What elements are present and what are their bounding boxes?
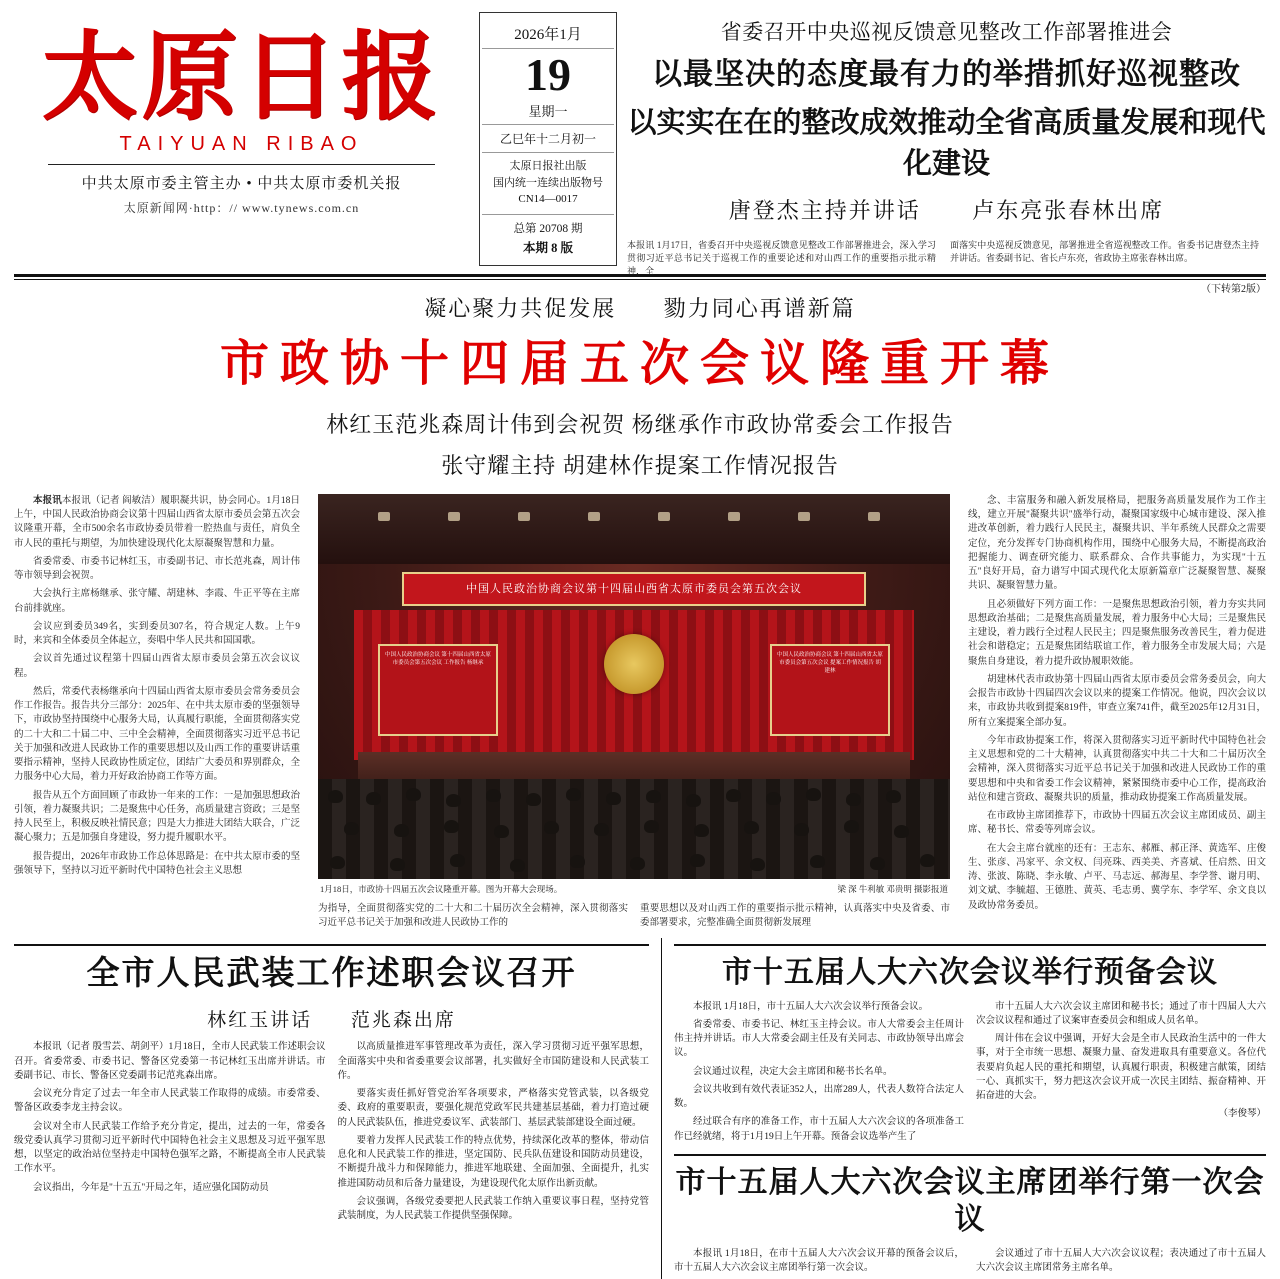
militia-p6: 要落实责任抓好管党治军各项要求，严格落实党管武装，以各级党委、政府的重要职责，要强化规范党政军民共建基层基础，着力打造过硬的人民武装队伍，推进党委议军、武装部门、基层武装部建设全面过硬。 — [337, 1089, 649, 1128]
lead-right-p3: 胡建林代表市政协第十四届山西省太原市委员会常务委员会，向大会报告市政协十四届四次会议以来的提案工作情况。他说，四次会议以来，市政协共收到提案819件，审查立案741件，截至2025年12月31日，所有立案提案全部办复。 — [968, 674, 1266, 728]
lead-right-p2: 且必须做好下列方面工作：一是聚焦思想政治引领，着力夯实共同思想政治基础；二是聚焦高质量发展，着力服务中心大局；三是聚焦民主建设，着力践行全过程人民民主；四是聚焦服务改善民生，着力促进社会和谐稳定；五是聚焦团结联谊工作，着力服务全市发展大局；六是聚焦自身建设，着力提升政协履职效能。 — [968, 599, 1266, 667]
photo-caption: 1月18日，市政协十四届五次会议隆重开幕。图为开幕大会现场。 — [320, 883, 563, 894]
npc-presidium-p2: 会议通过了市十五届人大六次会议议程；表决通过了市十五届人大六次会议主席团常务主席名单。 — [976, 1248, 1266, 1274]
date-cn-number: CN14—0017 — [518, 193, 578, 206]
ceiling-light-icon — [798, 512, 810, 521]
section-divider — [674, 1154, 1266, 1156]
date-publisher: 太原日报社出版 — [509, 160, 587, 173]
npc-prep-col-1 — [674, 1000, 970, 1148]
lead-subhead-2: 张守耀主持 胡建林作提案工作情况报告 — [441, 452, 839, 478]
militia-p8: 会议强调，各级党委要把人民武装工作纳入重要议事日程，坚持党管武装制度，为人民武装工作提供坚强保障。 — [337, 1196, 649, 1222]
lead-story-header — [0, 280, 1280, 480]
lead-right-p1: 念、丰富服务和融入新发展格局，把服务高质量发展作为工作主线，建立开展"凝聚共识"盛举行动，凝聚国家级中心城市建设、深入推进改革创新，着力践行人民民主，凝聚共识、半年系统人民群众之需要定位，充分发挥专门协商机构作用，围绕中心服务大局，不断提高政治把握能力、调查研究能力、联系群众、合作共事能力，为实现"十五五"良好开局，奋力谱写中国式现代化太原新篇章广泛凝聚智慧、凝聚共识、凝聚智慧力量。 — [968, 495, 1266, 592]
npc-prep-p2: 省委常委、市委书记、林红玉主持会议。市人大常委会主任周计伟主持并讲话。市人大常委会副主任及有关同志、市政协领导出席会议。 — [674, 1019, 964, 1059]
npc-prep-p6: 市十五届人大六次会议主席团和秘书长；通过了市十四届人大六次会议议程和通过了议案审查委员会和组成人员名单。 — [976, 1001, 1266, 1026]
top-story-shoulder: 省委召开中央巡视反馈意见整改工作部署推进会 — [720, 20, 1173, 44]
militia-col-1 — [14, 1040, 332, 1227]
lead-left-p4: 会议应到委员349名，实到委员307名，符合规定人数。上午9时，来宾和全体委员全体起立，奏唱中华人民共和国国歌。 — [14, 621, 300, 647]
lead-left-p5: 会议首先通过议程第十四届山西省太原市委员会第五次会议议程。 — [14, 654, 300, 679]
militia-p4: 会议指出，今年是"十五五"开局之年，适应强化国防动员 — [33, 1182, 269, 1193]
militia-headline: 全市人民武装工作述职会议召开 — [86, 956, 577, 993]
date-total-issue: 总第 20708 期 — [513, 222, 583, 235]
lead-story-body — [0, 480, 1280, 930]
top-story-continued-note: （下转第2版） — [1201, 284, 1266, 296]
photo-credit: 梁 深 牛利敏 邓贵明 摄影报道 — [837, 883, 948, 894]
ceiling-light-icon — [588, 512, 600, 521]
militia-subhead-a: 林红玉讲话 — [207, 1010, 313, 1032]
npc-presidium-p1: 本报讯 1月18日，在市十五届人大六次会议开幕的预备会议后，市十五届人大六次会议主席团举行第一次会议。 — [674, 1248, 964, 1274]
ceiling-light-icon — [658, 512, 670, 521]
militia-subhead-b: 范兆森出席 — [350, 1010, 456, 1032]
top-story-headline-2: 以实实在在的整改成效推动全省高质量发展和现代化建设 — [627, 107, 1266, 180]
top-story-subline-b: 卢东亮张春林出席 — [972, 198, 1165, 223]
npc-prep-p4: 会议共收到有效代表证352人，出席289人，代表人数符合法定人数。 — [674, 1084, 964, 1110]
ceiling-light-icon — [518, 512, 530, 521]
newspaper-logo — [14, 6, 469, 216]
npc-prep-headline: 市十五届人大六次会议举行预备会议 — [722, 956, 1218, 990]
masthead — [0, 0, 1280, 296]
story-npc-preparatory — [674, 954, 1266, 1148]
story-npc-presidium — [674, 1164, 1266, 1279]
date-pages: 本期 8 版 — [522, 241, 573, 256]
date-lunar: 乙巳年十二月初一 — [482, 125, 614, 153]
lead-right-p5: 在市政协主席团推荐下，市政协十四届五次会议主席团成员、副主席、秘书长、常委等列席会议。 — [968, 811, 1266, 836]
section-divider — [14, 944, 649, 946]
photo-audience-heads — [318, 779, 950, 879]
top-story-col-2: 面落实中央巡视反馈意见，部署推进全省巡视整改工作。省委书记唐登杰主持并讲话。省委副书记、省长卢东亮，省政协主席张春林出席。 — [950, 240, 1259, 264]
national-emblem-icon — [604, 634, 664, 694]
date-cn-code: 国内统一连续出版物号 — [493, 176, 603, 189]
lead-left-column: 本报讯本报讯（记者 阎敏洁）履职凝共识，协会同心。1月18日上午，中国人民政治协商会议第十四届山西省太原市委员会第五次会议隆重开幕，全市500余名市政协委员带着一腔热血与责任，肩负全市人民的重托与期望，为加快建设现代化太原凝聚智慧和力量。 省委常委、市委书记林红玉，市委副书记、市长范兆森，周计伟等市领导到会祝贺。 大会执行主席杨继承、张守耀、胡建林、李霞、牛正平等在主席台前排就座。 会议应到委员349名，实到委员307名，符合规定人数。上午9时，来宾和全体委员全体起立，奏唱中华人民共和国国歌。 会议首先通过议程第十四届山西省太原市委员会第五次会议议程。 然后，常委代表杨继承向十四届山西省太原市委员会常务委员会作工作报告。报告共分三部分：2025年、在中共太原市委的坚强领导下，市政协坚持围绕中心服务大局，认真履行职能，全面贯彻落实党的二十大和二十届二中、三中全会精神，全面贯彻落实习近平总书记关于加强和改进人民政协工作的重要思想以及山西工作的重要讲话重要指示精神，坚持人民政协性质定位，团结广大委员和界别群众，全力服务中心大局，着力开好政治协商工作等方面。 报告从五个方面回顾了市政协一年来的工作：一是加强思想政治引领，着力凝聚共识；二是聚焦中心任务，高质量建言资政；三是坚持人民至上，积极反映社情民意；四是大力推进大团结大联合，广泛凝心聚力；五是加强自身建设，努力提升履职水平。 报告提出，2026年市政协工作总体思路是：在中共太原市委的坚强领导下，坚持以习近平新时代中国特色社会主义思想 — [14, 494, 310, 930]
top-story-col-1: 本报讯 1月17日，省委召开中央巡视反馈意见整改工作部署推进会，深入学习贯彻习近平总书记关于巡视工作的重要论述和对山西工作的重要指示批示精神，全 — [627, 240, 936, 277]
ceiling-light-icon — [378, 512, 390, 521]
date-box — [479, 12, 617, 266]
website-line: 太原新闻网·http：// www.tynews.com.cn — [123, 200, 360, 215]
date-year-month: 2026年1月 — [482, 19, 614, 49]
npc-prep-p5: 经过联合有序的准备工作，市十五届人大六次会议的各项准备工作已经就绪，将于1月19日上午开幕。预备会议选举产生了 — [674, 1117, 964, 1142]
bottom-section — [0, 930, 1280, 1279]
ceiling-light-icon — [728, 512, 740, 521]
top-story-subline-a: 唐登杰主持并讲话 — [728, 198, 921, 223]
lead-subhead-1: 林红玉范兆森周计伟到会祝贺 杨继承作市政协常委会工作报告 — [326, 411, 954, 437]
publisher-line: 中共太原市委主管主办 • 中共太原市委机关报 — [81, 175, 402, 192]
top-story-headline-1: 以最坚决的态度最有力的举措抓好巡视整改 — [652, 58, 1241, 91]
npc-presidium-col-2 — [970, 1247, 1266, 1279]
date-weekday: 星期一 — [482, 101, 614, 125]
logo-divider — [48, 164, 435, 165]
lead-right-p6: 在大会主席台就座的还有：王志东、郝雁、郝正泽、黄选军、庄俊生、张彦、冯家平、余文权、闫亮珠、西美美、齐喜斌、任启然、田文涛、张波、陈晓、李永敏、卢平、马志远、郝海星、李学誉、谢月明、刘文斌、李毓超、王德胜、黄英、毛志勇、冀学东、李学军、余文良以及政协常务委员。 — [968, 843, 1266, 911]
lead-left-p8: 报告提出，2026年市政协工作总体思路是：在中共太原市委的坚强领导下，坚持以习近平新时代中国特色社会主义思想 — [14, 851, 300, 876]
lead-left-p1: 本报讯（记者 阎敏洁）履职凝共识，协会同心。1月18日上午，中国人民政治协商会议第十四届山西省太原市委员会第五次会议隆重开幕，全市500余名市政协委员带着一腔热血与责任，肩负全市人民的重托与期望，为加快建设现代化太原凝聚智慧和力量。 — [14, 495, 300, 549]
militia-p3: 会议对全市人民武装工作给予充分肯定，提出，过去的一年，常委各级党委认真学习贯彻习近平新时代中国特色社会主义思想及习近平强军思想，以坚定的政治站位坚持走中国特色强军之路，不断提高全市人民武装工作水平。 — [14, 1121, 326, 1175]
newspaper-title-cn: 太原日报 — [41, 24, 442, 131]
npc-presidium-headline: 市十五届人大六次会议主席团举行第一次会议 — [675, 1165, 1265, 1237]
militia-col-2 — [332, 1040, 650, 1227]
lead-left-p7: 报告从五个方面回顾了市政协一年来的工作：一是加强思想政治引领，着力凝聚共识；二是聚焦中心任务，高质量建言资政；三是坚持人民至上，积极反映社情民意；四是大力推进大团结大联合，广泛凝心聚力；五是加强自身建设，努力提升履职水平。 — [14, 790, 300, 844]
conference-photo — [318, 494, 950, 879]
lead-left-p3: 大会执行主席杨继承、张守耀、胡建林、李霞、牛正平等在主席台前排就座。 — [14, 589, 300, 614]
lead-headline: 市政协十四届五次会议隆重开幕 — [219, 336, 1060, 391]
photo-left-poster: 中国人民政治协商会议 第十四届山西省太原市委员会第五次会议 工作报告 杨继承 — [378, 644, 498, 736]
militia-p7: 要着力发挥人民武装工作的特点优势，持续深化改革的整体，带动信息化和人民武装工作的推进，坚定国防、民兵队伍建设和国防动员建设，不断提升战斗力和保障能力，推进军地联建、全面加强、全面提升，扎实推进国防动员和后备力量建设，为建设现代化太原作出新贡献。 — [337, 1135, 649, 1189]
ceiling-light-icon — [448, 512, 460, 521]
npc-prep-byline: （李俊琴） — [1218, 1109, 1266, 1120]
newspaper-title-pinyin: TAIYUAN RIBAO — [119, 132, 364, 155]
militia-p5: 以高质量推进军事管理改革为责任，深入学习贯彻习近平强军思想，全面落实中央和省委重要会议部署，扎实做好全市国防建设和人民武装工作。 — [337, 1042, 649, 1081]
npc-presidium-col-1 — [674, 1247, 970, 1279]
lead-mid-text-col1: 为指导，全面贯彻落实党的二十大和二十届历次全会精神，深入贯彻落实习近平总书记关于加强和改进人民政协工作的 — [318, 903, 628, 928]
ceiling-light-icon — [868, 512, 880, 521]
lead-left-p6: 然后，常委代表杨继承向十四届山西省太原市委员会常务委员会作工作报告。报告共分三部分：2025年、在中共太原市委的坚强领导下，市政协坚持围绕中心服务大局，认真履行职能，全面贯彻落实党的二十大和二十届二中、三中全会精神，全面贯彻落实习近平总书记关于加强和改进人民政协工作的重要思想以及山西工作的重要讲话重要指示精神，坚持人民政协性质定位，团结广大委员和界别群众，全力服务中心大局，着力开好政治协商工作等方面。 — [14, 686, 300, 783]
bottom-right-stories — [662, 938, 1266, 1279]
lead-shoulder-b: 勠力同心再谱新篇 — [663, 296, 856, 321]
npc-prep-col-2 — [970, 1000, 1266, 1148]
npc-prep-p3: 会议通过议程，决定大会主席团和秘书长名单。 — [693, 1066, 893, 1077]
npc-prep-p1: 本报讯 1月18日，市十五届人大六次会议举行预备会议。 — [693, 1001, 929, 1012]
lead-center-column — [310, 494, 958, 930]
lead-shoulder-a: 凝心聚力共促发展 — [424, 296, 617, 321]
militia-p1: 本报讯（记者 殷雪芸、胡剑平）1月18日，全市人民武装工作述职会议召开。省委常委、市委书记、警备区党委第一书记林红玉出席并讲话。市委副书记、市长、警备区党委副书记范兆森出席。 — [14, 1042, 326, 1081]
lead-mid-text-col2: 重要思想以及对山西工作的重要指示批示精神，认真落实中央及省委、市委部署要求，完整准确全面贯彻新发展理 — [640, 903, 950, 928]
lead-right-p4: 今年市政协提案工作，将深入贯彻落实习近平新时代中国特色社会主义思想和党的二十大精神，认真贯彻落实中共二十大和二十届历次全会精神，深入贯彻落实习近平总书记关于加强和改进人民政协工作的重要思想和中央和省委工作会议精神，紧紧围绕市委中心工作，提高政治站位和建言资政、凝聚共识的质量，推动政协提案工作高质量发展。 — [968, 735, 1266, 803]
photo-ceiling — [318, 494, 950, 564]
photo-banner-text: 中国人民政治协商会议第十四届山西省太原市委员会第五次会议 — [402, 572, 866, 607]
npc-prep-p7: 周计伟在会议中强调，开好大会是全市人民政治生活中的一件大事，对于全市统一思想、凝聚力量、奋发进取具有重要意义。各位代表要肩负起人民的重托和期望，认真履行职责，积极建言献策，团结一心、真抓实干，努力把这次会议开成一次民主团结、振奋精神、开拓奋进的大会。 — [976, 1034, 1266, 1102]
militia-p2: 会议充分肯定了过去一年全市人民武装工作取得的成绩。市委常委、警备区政委李龙主持会议。 — [14, 1089, 326, 1114]
section-divider — [674, 944, 1266, 946]
photo-right-poster: 中国人民政治协商会议 第十四届山西省太原市委员会第五次会议 提案工作情况报告 胡建林 — [770, 644, 890, 736]
lead-right-column — [958, 494, 1266, 930]
lead-left-p2: 省委常委、市委书记林红玉，市委副书记、市长范兆森，周计伟等市领导到会祝贺。 — [14, 556, 300, 582]
masthead-top-story — [627, 6, 1266, 295]
date-day: 19 — [525, 49, 571, 100]
story-militia-meeting — [14, 938, 662, 1279]
